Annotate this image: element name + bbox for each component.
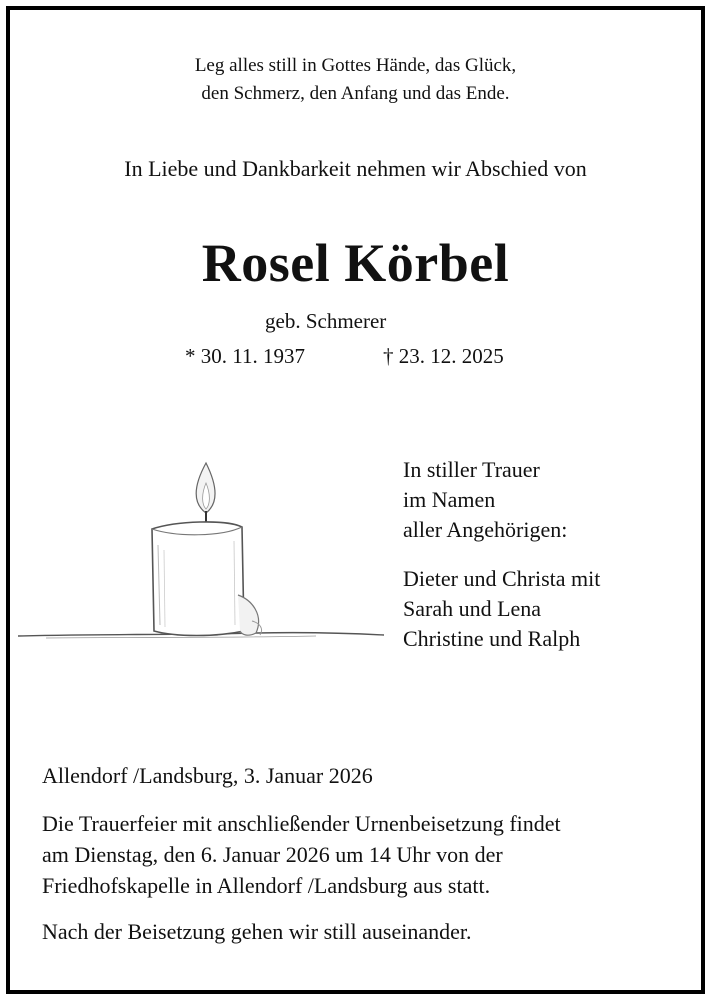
place-and-date: Allendorf /Landsburg, 3. Januar 2026 [42, 763, 373, 788]
mourners-intro-line: aller Angehörigen: [403, 517, 568, 542]
birth-date: * 30. 11. 1937 [185, 344, 305, 368]
verse [0, 52, 711, 108]
service-details [42, 808, 682, 901]
service-line: Friedhofskapelle in Allendorf /Landsburg aus statt. [42, 873, 491, 898]
mourners-names [403, 564, 600, 654]
farewell-intro: In Liebe und Dankbarkeit nehmen wir Abschied von [124, 156, 587, 181]
verse-line-2: den Schmerz, den Anfang und das Ende. [201, 83, 510, 104]
deceased-name: Rosel Körbel [201, 233, 510, 293]
verse-line-1: Leg alles still in Gottes Hände, das Glück, [194, 55, 517, 76]
mourners-intro-line: In stiller Trauer [403, 457, 540, 482]
mourner-line: Dieter und Christa mit [403, 566, 601, 591]
candle-icon [16, 455, 386, 650]
service-line: am Dienstag, den 6. Januar 2026 um 14 Uhr von der [42, 842, 503, 867]
mourner-line: Christine und Ralph [403, 626, 581, 651]
closing-note: Nach der Beisetzung gehen wir still auseinander. [42, 919, 472, 944]
mourner-line: Sarah und Lena [403, 596, 542, 621]
mourners-intro [403, 455, 567, 545]
mourners-intro-line: im Namen [403, 487, 496, 512]
maiden-name: geb. Schmerer [265, 309, 387, 333]
death-date: † 23. 12. 2025 [383, 344, 504, 368]
service-line: Die Trauerfeier mit anschließender Urnenbeisetzung findet [42, 811, 561, 836]
